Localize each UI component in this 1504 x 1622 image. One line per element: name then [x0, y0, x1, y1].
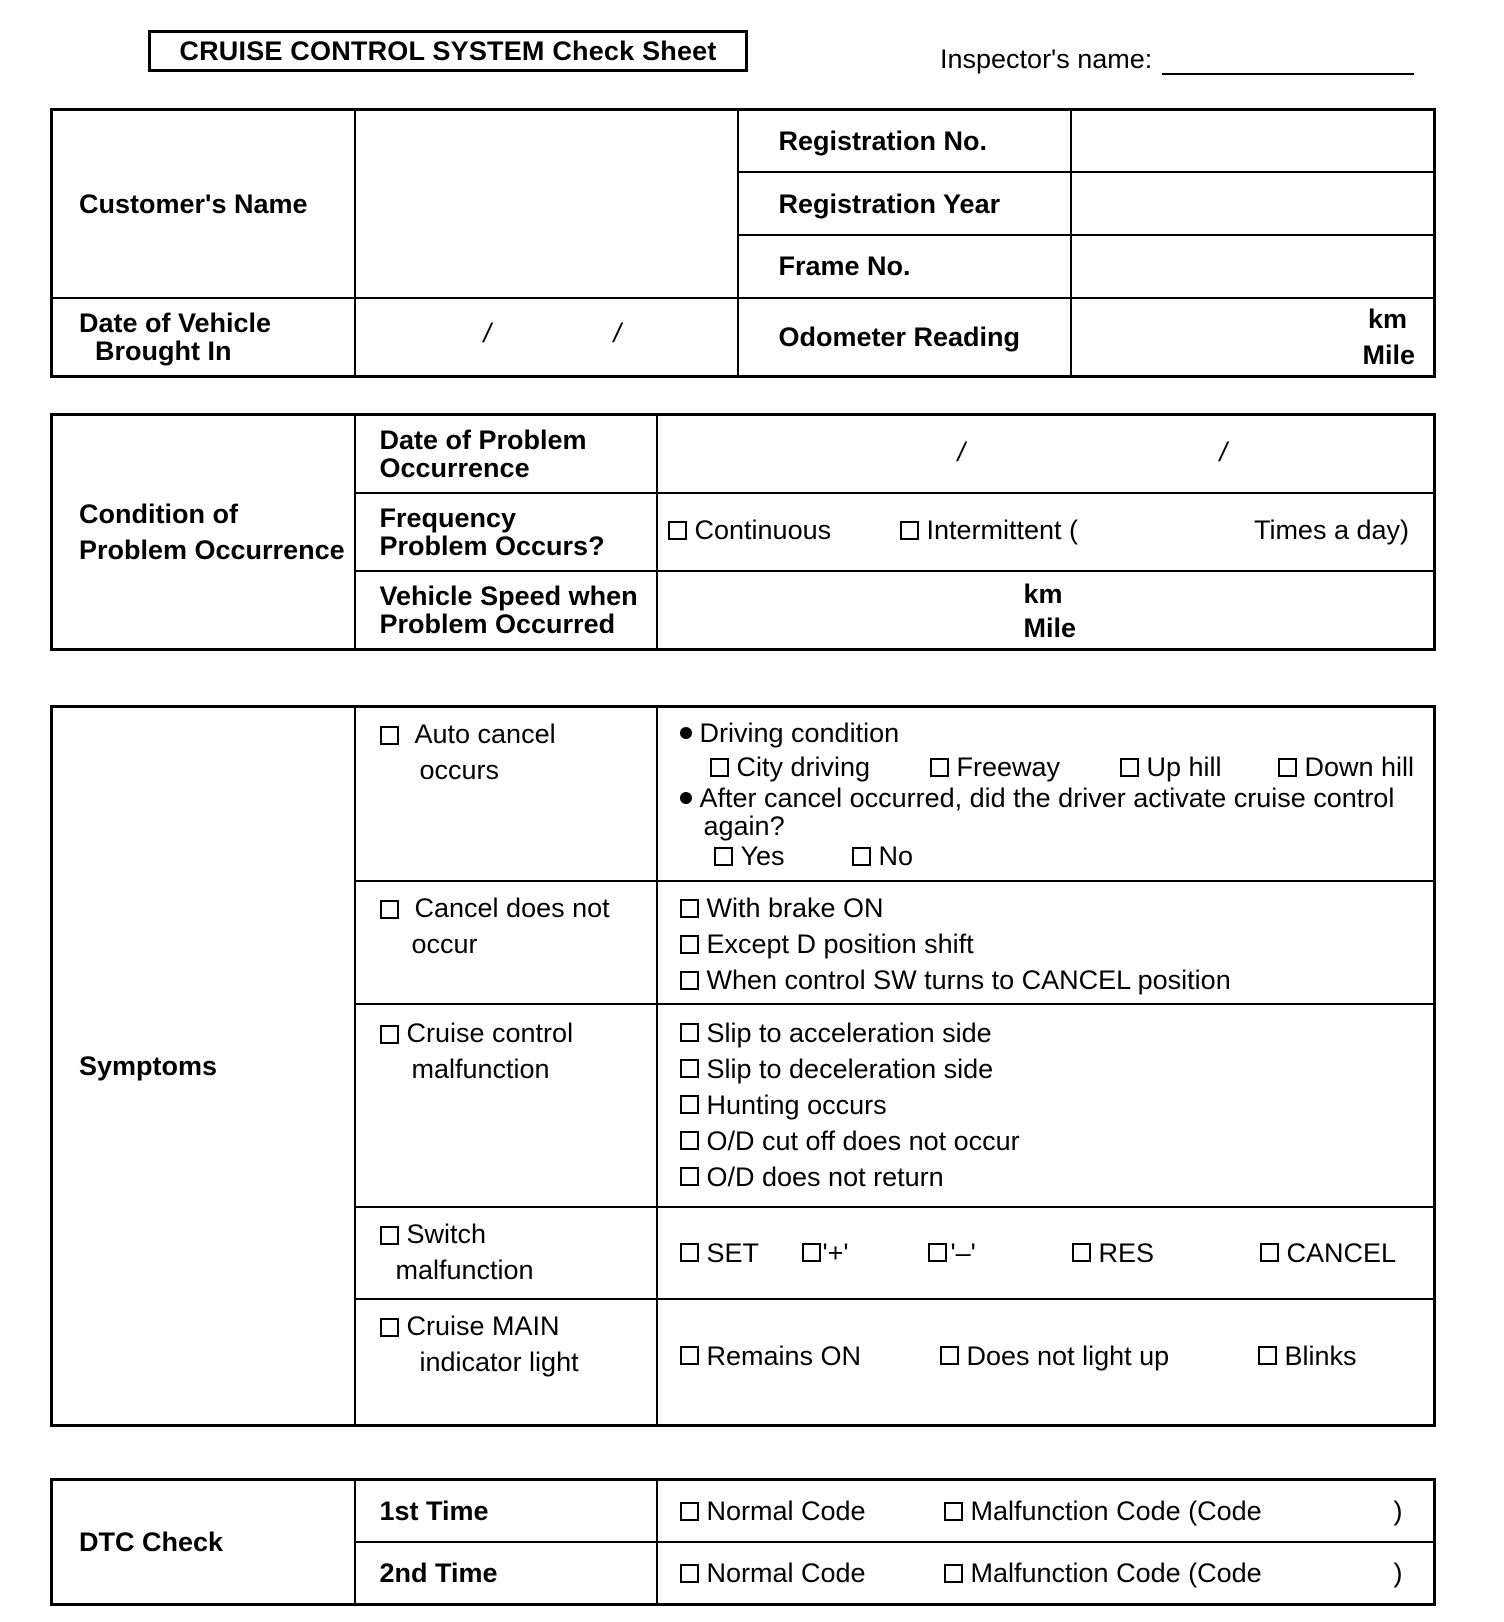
set-option[interactable] — [680, 1235, 802, 1271]
checkbox[interactable] — [680, 1023, 699, 1042]
checkbox[interactable] — [714, 847, 733, 866]
inspector-label: Inspector's name: — [940, 44, 1153, 74]
main-indicator-label: Cruise MAIN — [406, 1310, 560, 1341]
normal-code-option[interactable] — [680, 1493, 944, 1529]
switch-malfunction-symptom — [355, 1207, 657, 1299]
option-label: '+' — [822, 1237, 849, 1268]
normal-code-option[interactable] — [680, 1555, 944, 1591]
checkbox[interactable] — [1278, 758, 1297, 777]
registration-no-input[interactable] — [1071, 110, 1435, 173]
checkbox[interactable] — [680, 1059, 699, 1078]
first-time-options — [657, 1480, 1435, 1543]
checkbox[interactable] — [928, 1243, 947, 1262]
od-not-return-option[interactable] — [680, 1159, 1434, 1195]
checkbox[interactable] — [900, 521, 919, 540]
problem-date-label — [355, 415, 657, 493]
malfunction-code-option[interactable] — [944, 1493, 1394, 1529]
speed-line2: Problem Occurred — [379, 609, 616, 640]
checkbox[interactable] — [944, 1502, 963, 1521]
checkbox[interactable] — [680, 1131, 699, 1150]
odometer-label: Odometer Reading — [738, 298, 1071, 377]
odometer-input[interactable] — [1071, 298, 1435, 377]
remains-on-option[interactable] — [680, 1338, 940, 1374]
option-label: Normal Code — [706, 1558, 866, 1588]
registration-no-label: Registration No. — [738, 110, 1071, 173]
auto-cancel-checkbox[interactable] — [380, 726, 399, 745]
first-time-label: 1st Time — [355, 1480, 657, 1543]
checkbox[interactable] — [680, 1167, 699, 1186]
speed-line1: Vehicle Speed when — [379, 581, 638, 612]
cancel-question-line2: again? — [703, 811, 785, 841]
bullet-icon — [680, 727, 692, 739]
cruise-malfunction-details — [657, 1004, 1435, 1207]
cruise-malfunction-label: Cruise control — [406, 1017, 574, 1048]
registration-year-input[interactable] — [1071, 172, 1435, 235]
dtc-check-table — [50, 1478, 1436, 1606]
option-label: RES — [1098, 1237, 1155, 1268]
option-label: City driving — [736, 752, 871, 782]
condition-label-line2: Problem Occurrence — [79, 535, 345, 565]
option-label: Malfunction Code (Code — [970, 1496, 1262, 1526]
checkbox[interactable] — [1260, 1243, 1279, 1262]
bullet-icon — [680, 792, 692, 804]
main-indicator-details — [657, 1299, 1435, 1426]
problem-date-input[interactable] — [657, 415, 1435, 493]
no-option[interactable] — [852, 840, 914, 872]
checkbox[interactable] — [944, 1564, 963, 1583]
slip-deceleration-option[interactable] — [680, 1051, 1434, 1087]
speed-input[interactable] — [657, 571, 1435, 649]
cancel-not-occur-symptom — [355, 881, 657, 1004]
checkbox[interactable] — [680, 935, 699, 954]
option-label: CANCEL — [1286, 1237, 1397, 1268]
option-label: With brake ON — [706, 893, 884, 924]
customer-name-label: Customer's Name — [52, 110, 355, 298]
cancel-not-occur-checkbox[interactable] — [380, 900, 399, 919]
registration-year-label: Registration Year — [738, 172, 1071, 235]
cancel-not-occur-label: Cancel does not — [414, 893, 610, 924]
cruise-malfunction-checkbox[interactable] — [380, 1025, 399, 1044]
option-label: SET — [706, 1237, 760, 1268]
continuous-label: Continuous — [694, 514, 832, 545]
option-label: Up hill — [1146, 752, 1222, 782]
second-time-options — [657, 1542, 1435, 1605]
option-label: Yes — [740, 841, 785, 871]
option-label: '–' — [950, 1237, 976, 1268]
option-label: Down hill — [1304, 752, 1415, 782]
checkbox[interactable] — [668, 521, 687, 540]
switch-malfunction-label: Switch — [406, 1218, 487, 1249]
frequency-label — [355, 493, 657, 571]
checkbox[interactable] — [680, 971, 699, 990]
close-paren: ) — [1393, 1558, 1403, 1588]
option-label: Except D position shift — [706, 929, 974, 960]
intermittent-option[interactable] — [900, 515, 1079, 546]
checkbox[interactable] — [680, 1095, 699, 1114]
checkbox[interactable] — [1120, 758, 1139, 777]
inspector-name-field[interactable] — [940, 44, 1414, 75]
option-label: Slip to acceleration side — [706, 1017, 992, 1048]
frame-no-input[interactable] — [1071, 235, 1435, 298]
checkbox[interactable] — [802, 1243, 821, 1262]
option-label: Malfunction Code (Code — [970, 1558, 1262, 1588]
problem-date-line1: Date of Problem — [379, 424, 587, 455]
condition-label-line1: Condition of — [79, 499, 238, 529]
option-label: Blinks — [1284, 1340, 1357, 1371]
up-hill-option[interactable] — [1120, 750, 1278, 784]
page-title: CRUISE CONTROL SYSTEM Check Sheet — [148, 30, 748, 72]
main-indicator-checkbox[interactable] — [380, 1318, 399, 1337]
date-separator: / — [483, 317, 492, 348]
blinks-option[interactable] — [1258, 1338, 1357, 1374]
option-label: Normal Code — [706, 1496, 866, 1526]
cruise-malfunction-label-2: malfunction — [411, 1053, 550, 1084]
inspector-name-line[interactable] — [1162, 47, 1414, 75]
date-brought-in-line1: Date of Vehicle — [79, 307, 272, 338]
option-label: Remains ON — [706, 1340, 862, 1371]
minus-option[interactable] — [928, 1235, 1072, 1271]
option-label: Hunting occurs — [706, 1089, 887, 1120]
cancel-not-occur-label-2: occur — [411, 929, 478, 960]
date-brought-in-line2: Brought In — [95, 335, 232, 366]
checkbox[interactable] — [1258, 1346, 1277, 1365]
res-option[interactable] — [1072, 1235, 1260, 1271]
frame-no-label: Frame No. — [738, 235, 1071, 298]
yes-option[interactable] — [714, 840, 852, 872]
checkbox[interactable] — [940, 1346, 959, 1365]
switch-malfunction-checkbox[interactable] — [380, 1226, 399, 1245]
frequency-line2: Problem Occurs? — [379, 530, 605, 561]
dtc-check-label: DTC Check — [52, 1480, 355, 1605]
date-brought-in-input[interactable] — [355, 298, 738, 377]
vehicle-info-table — [50, 108, 1436, 378]
hunting-option[interactable] — [680, 1087, 1434, 1123]
frequency-line1: Frequency — [379, 502, 517, 533]
freeway-option[interactable] — [930, 750, 1120, 784]
plus-option[interactable] — [802, 1235, 928, 1271]
except-d-position-option[interactable] — [680, 926, 1434, 962]
auto-cancel-label-2: occurs — [419, 755, 500, 785]
cancel-question-line1: After cancel occurred, did the driver activate cruise control — [699, 783, 1395, 813]
driving-condition-label: Driving condition — [699, 718, 900, 748]
checkbox[interactable] — [680, 1346, 699, 1365]
condition-table — [50, 413, 1436, 651]
city-driving-option[interactable] — [710, 750, 930, 784]
symptoms-section-label: Symptoms — [52, 707, 355, 1426]
main-indicator-label-2: indicator light — [419, 1346, 579, 1377]
cancel-option[interactable] — [1260, 1235, 1397, 1271]
main-indicator-symptom — [355, 1299, 657, 1426]
od-cut-off-option[interactable] — [680, 1123, 1434, 1159]
symptoms-table — [50, 705, 1436, 1427]
date-brought-in-label — [52, 298, 355, 377]
option-label: O/D cut off does not occur — [706, 1125, 1020, 1156]
option-label: Freeway — [956, 752, 1061, 782]
checkbox[interactable] — [852, 847, 871, 866]
checkbox[interactable] — [680, 1564, 699, 1583]
speed-label — [355, 571, 657, 649]
does-not-light-option[interactable] — [940, 1338, 1258, 1374]
second-time-label: 2nd Time — [355, 1542, 657, 1605]
checkbox[interactable] — [680, 899, 699, 918]
option-label: Does not light up — [966, 1340, 1170, 1371]
date-separator: / — [1219, 436, 1228, 467]
unit-mile: Mile — [1362, 339, 1415, 370]
date-separator: / — [613, 317, 622, 348]
intermittent-label: Intermittent ( — [926, 514, 1079, 545]
control-sw-cancel-option[interactable] — [680, 962, 1434, 998]
down-hill-option[interactable] — [1278, 750, 1415, 784]
frequency-options — [657, 493, 1435, 571]
continuous-option[interactable] — [668, 515, 832, 546]
option-label: No — [878, 841, 914, 871]
unit-mile: Mile — [1023, 613, 1077, 644]
with-brake-on-option[interactable] — [680, 890, 1434, 926]
unit-km: km — [1023, 579, 1063, 610]
customer-name-input[interactable] — [355, 110, 738, 298]
checkbox[interactable] — [680, 1243, 699, 1262]
auto-cancel-details — [657, 707, 1435, 882]
option-label: O/D does not return — [706, 1161, 944, 1192]
auto-cancel-symptom — [355, 707, 657, 882]
unit-km: km — [1367, 303, 1407, 334]
cruise-malfunction-symptom — [355, 1004, 657, 1207]
switch-malfunction-label-2: malfunction — [395, 1254, 534, 1285]
problem-date-line2: Occurrence — [379, 452, 530, 483]
checkbox[interactable] — [1072, 1243, 1091, 1262]
checkbox[interactable] — [930, 758, 949, 777]
option-label: When control SW turns to CANCEL position — [706, 965, 1231, 996]
checkbox[interactable] — [680, 1502, 699, 1521]
times-a-day-label: Times a day) — [1253, 514, 1409, 545]
option-label: Slip to deceleration side — [706, 1053, 994, 1084]
checkbox[interactable] — [710, 758, 729, 777]
slip-acceleration-option[interactable] — [680, 1015, 1434, 1051]
date-separator: / — [957, 436, 966, 467]
cancel-not-occur-details — [657, 881, 1435, 1004]
auto-cancel-label: Auto cancel — [414, 719, 556, 749]
switch-malfunction-details — [657, 1207, 1435, 1299]
malfunction-code-option[interactable] — [944, 1555, 1394, 1591]
close-paren: ) — [1393, 1496, 1403, 1526]
condition-section-label — [52, 415, 355, 650]
